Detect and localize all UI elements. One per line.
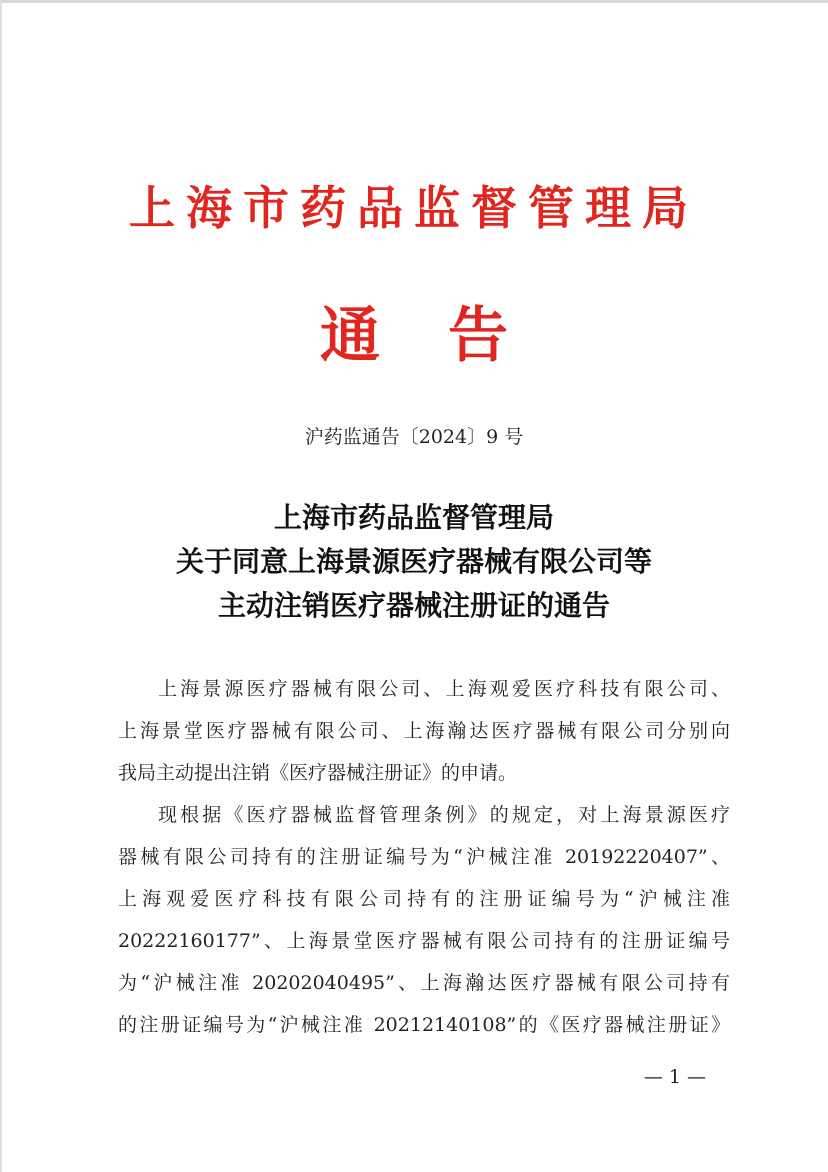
document-number: 沪药监通告〔2024〕9 号 [304, 426, 524, 448]
paragraph-2-line: 的注册证编号为“沪械注准 20212140108”的《医疗器械注册证》 [118, 1014, 730, 1036]
title-line-2: 关于同意上海景源医疗器械有限公司等 [175, 545, 652, 578]
title-line-1: 上海市药品监督管理局 [273, 501, 554, 534]
title-line-3: 主动注销医疗器械注册证的通告 [217, 589, 610, 622]
paragraph-1-line: 上海景源医疗器械有限公司、上海观爱医疗科技有限公司、 [158, 678, 730, 700]
document-title [0, 496, 828, 628]
paragraph-1 [118, 668, 730, 794]
document-body [118, 668, 730, 1046]
agency-name-header: 上海市药品监督管理局 [129, 181, 699, 235]
paragraph-2-line: 上海观爱医疗科技有限公司持有的注册证编号为“沪械注准 [118, 888, 730, 910]
paragraph-2-line: 为“沪械注准 20202040495”、上海瀚达医疗器械有限公司持有 [118, 972, 730, 994]
page-number: — 1 — [643, 1066, 706, 1088]
paragraph-2 [118, 794, 730, 1046]
paragraph-1-line: 上海景堂医疗器械有限公司、上海瀚达医疗器械有限公司分别向 [118, 720, 730, 742]
page-top-edge [0, 0, 828, 3]
paragraph-2-line: 现根据《医疗器械监督管理条例》的规定，对上海景源医疗 [158, 804, 730, 826]
paragraph-2-line: 器械有限公司持有的注册证编号为“沪械注准 20192220407”、 [118, 846, 730, 868]
notice-label: 通告 [320, 301, 576, 371]
paragraph-1-line: 我局主动提出注销《医疗器械注册证》的申请。 [118, 762, 518, 784]
paragraph-2-line: 20222160177”、上海景堂医疗器械有限公司持有的注册证编号 [118, 930, 730, 952]
